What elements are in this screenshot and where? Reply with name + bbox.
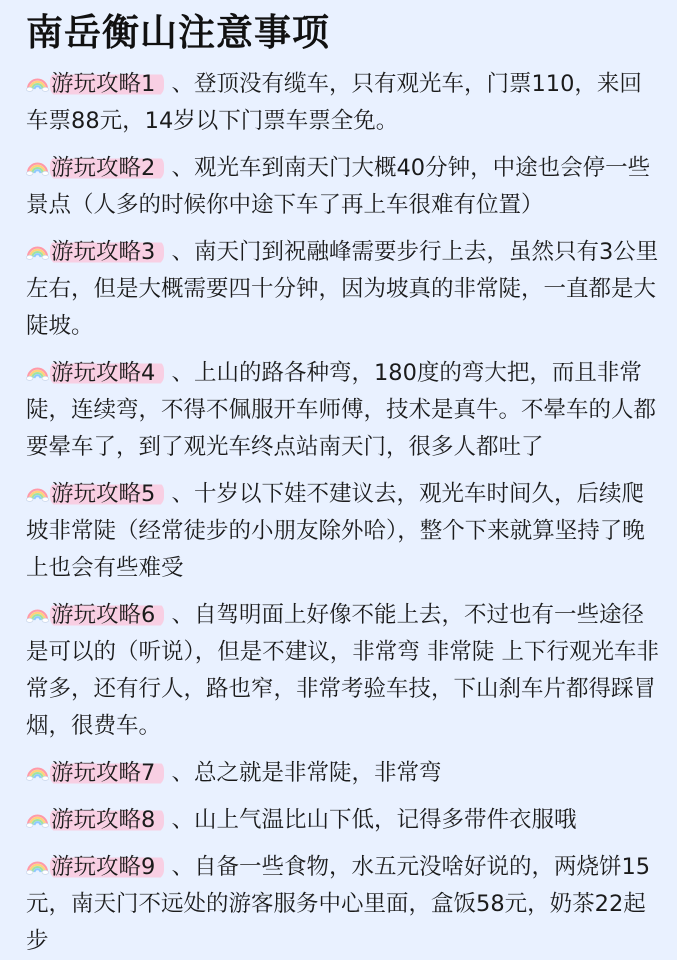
tip-label: 游玩攻略7 (50, 760, 164, 786)
tip-text: 、自备一些食物，水五元没啥好说的，两烧饼15元，南天门不远处的游客服务中心里面，盒饭58元，奶茶22起步 (26, 854, 651, 954)
tip-text: 、登顶没有缆车，只有观光车，门票110，来回车票88元，14岁以下门票车票全免。 (26, 71, 642, 134)
rainbow-icon (26, 601, 49, 624)
tip-item-4 (26, 355, 661, 466)
tip-head (26, 481, 171, 507)
page-title: 南岳衡山注意事项 (26, 11, 330, 54)
tip-text: 、自驾明面上好像不能上去，不过也有一些途径是可以的（听说），但是不建议，非常弯 非常陡 上下行观光车非常多，还有行人，路也窄，非常考验车技，下山刹车片都得踩冒烟，很费车。 (26, 602, 660, 739)
tip-text: 、总之就是非常陡，非常弯 (171, 760, 442, 786)
tip-head (26, 854, 171, 880)
tip-label: 游玩攻略4 (50, 360, 164, 386)
tip-item-7 (26, 755, 661, 792)
tip-text: 、上山的路各种弯，180度的弯大把，而且非常陡，连续弯，不得不佩服开车师傅，技术是真牛。不晕车的人都要晕车了，到了观光车终点站南天门，很多人都吐了 (26, 360, 657, 460)
tip-label: 游玩攻略5 (50, 481, 164, 507)
tip-text: 、山上气温比山下低，记得多带件衣服哦 (171, 807, 577, 833)
tip-item-8 (26, 802, 661, 839)
tip-label: 游玩攻略1 (50, 71, 164, 97)
tip-head (26, 602, 171, 628)
rainbow-icon (26, 359, 49, 382)
tip-text: 、十岁以下娃不建议去，观光车时间久，后续爬坡非常陡（经常徒步的小朋友除外哈），整个下来就算坚持了晚上也会有些难受 (26, 481, 645, 581)
tip-label: 游玩攻略9 (50, 854, 164, 880)
rainbow-icon (26, 806, 49, 829)
tip-text: 、观光车到南天门大概40分钟，中途也会停一些景点（人多的时候你中途下车了再上车很难有位置） (26, 155, 651, 218)
tip-label: 游玩攻略6 (50, 602, 164, 628)
tip-head (26, 239, 171, 265)
tip-label: 游玩攻略3 (50, 239, 164, 265)
tip-text: 、南天门到祝融峰需要步行上去，虽然只有3公里左右，但是大概需要四十分钟，因为坡真的非常陡，一直都是大陡坡。 (26, 239, 659, 339)
tip-item-5 (26, 476, 661, 587)
rainbow-icon (26, 759, 49, 782)
tip-head (26, 71, 171, 97)
rainbow-icon (26, 480, 49, 503)
tip-head (26, 807, 171, 833)
tip-head (26, 155, 171, 181)
tip-item-9 (26, 849, 661, 960)
tip-head (26, 760, 171, 786)
rainbow-icon (26, 853, 49, 876)
rainbow-icon (26, 154, 49, 177)
tip-head (26, 360, 171, 386)
tip-label: 游玩攻略2 (50, 155, 164, 181)
tip-label: 游玩攻略8 (50, 807, 164, 833)
tip-item-6 (26, 597, 661, 745)
tip-item-2 (26, 150, 661, 224)
rainbow-icon (26, 238, 49, 261)
tips-list (26, 66, 661, 960)
tip-item-1 (26, 66, 661, 140)
rainbow-icon (26, 70, 49, 93)
tip-item-3 (26, 234, 661, 345)
